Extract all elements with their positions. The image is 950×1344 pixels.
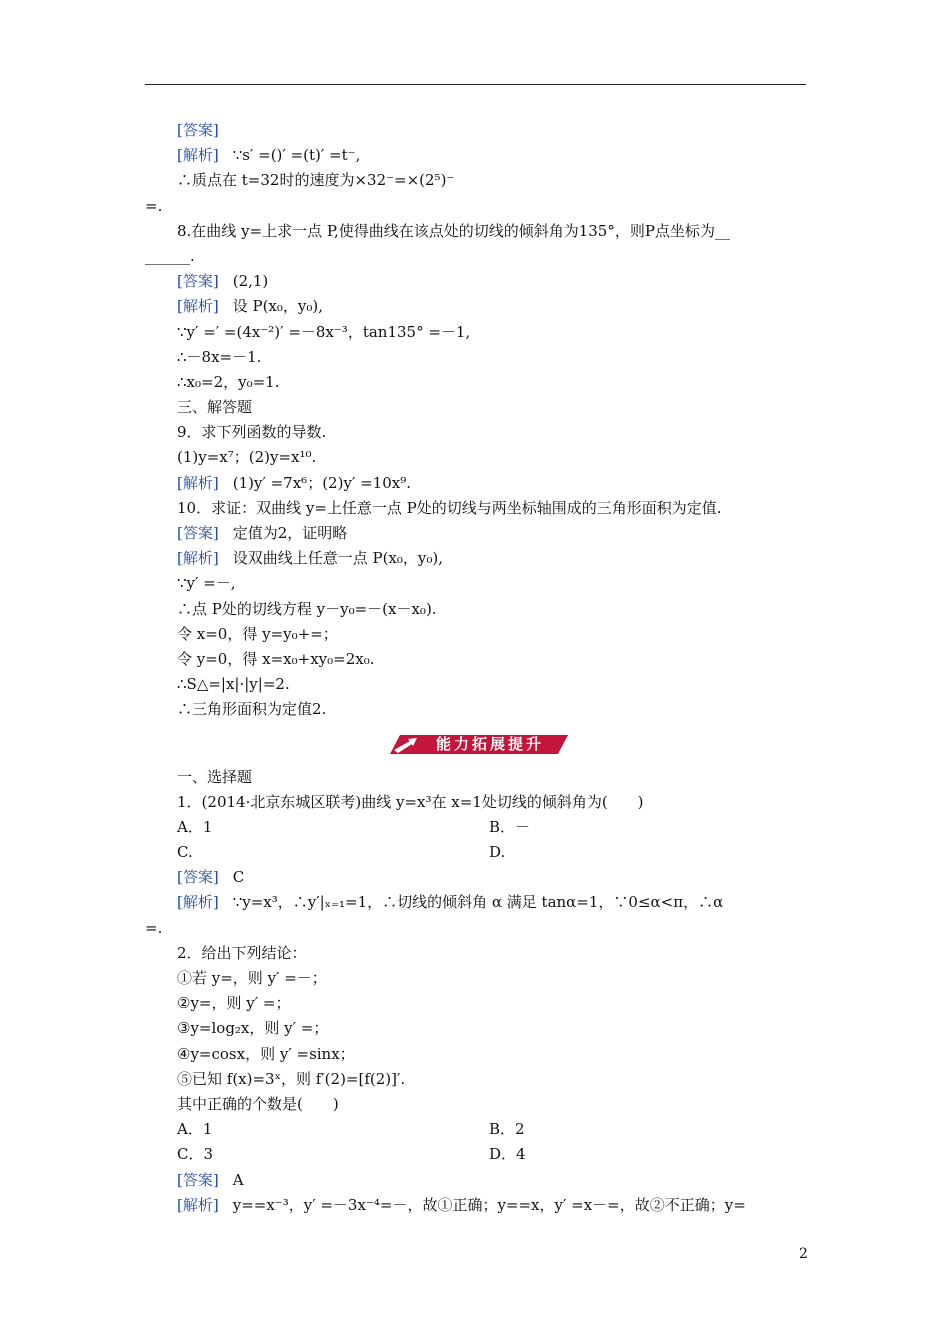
text-line <box>0 890 950 915</box>
text-line <box>0 1193 950 1218</box>
line-text: ∵y=x³，∴y′|ₓ₌₁=1，∴切线的倾斜角 α 满足 tanα=1，∵0≤α<π，∴α <box>232 893 724 912</box>
text-line <box>0 991 950 1016</box>
line-text: ∵y′ =－, <box>177 574 236 593</box>
text-line <box>0 521 950 546</box>
text-line <box>0 1067 950 1092</box>
text-line <box>0 1042 950 1067</box>
text-line <box>0 320 950 345</box>
text-line <box>0 941 950 966</box>
page-content <box>0 118 950 1218</box>
line-text: ∵s′ =()′ =(t)′ =t⁻, <box>232 146 361 165</box>
solution-block-top <box>0 118 950 723</box>
text-line <box>0 672 950 697</box>
answer-tag: [解析] <box>177 146 219 165</box>
answer-tag: [解析] <box>177 1195 219 1214</box>
text-line <box>0 370 950 395</box>
line-text: 10．求证：双曲线 y=上任意一点 P处的切线与两坐标轴围成的三角形面积为定值. <box>177 498 722 517</box>
line-text: 8.在曲线 y=上求一点 P,使得曲线在该点处的切线的倾斜角为135°，则P点坐标为__ <box>177 221 730 240</box>
answer-tag: [解析] <box>177 297 219 316</box>
line-text: C <box>232 868 245 887</box>
line-text: ∴三角形面积为定值2. <box>177 700 327 719</box>
line-text: (1)y=x⁷；(2)y=x¹⁰. <box>177 448 317 467</box>
text-line <box>0 571 950 596</box>
answer-tag: [答案] <box>177 868 219 887</box>
line-text: 9．求下列函数的导数. <box>177 423 327 442</box>
text-line <box>0 118 950 143</box>
line-text: 其中正确的个数是( ) <box>177 1094 339 1113</box>
text-line <box>0 219 950 244</box>
line-text: 令 x=0，得 y=y₀+=； <box>177 624 338 643</box>
line-text: ∴－8x=－1. <box>177 347 262 366</box>
section-banner <box>0 723 950 765</box>
line-text: 定值为2，证明略 <box>232 524 348 542</box>
text-line <box>0 916 950 941</box>
text-line <box>0 815 950 840</box>
answer-tag: [答案] <box>177 272 219 291</box>
line-text: ∴S△=|x|·|y|=2. <box>177 675 290 694</box>
line-text: 设双曲线上任意一点 P(x₀，y₀), <box>232 549 444 568</box>
answer-tag: [解析] <box>177 549 219 568</box>
line-text: 设 P(x₀，y₀), <box>232 297 324 316</box>
line-text: 2．给出下列结论： <box>177 943 307 962</box>
text-line <box>0 546 950 571</box>
line-text: ③y=log₂x，则 y′ =； <box>177 1019 329 1038</box>
line-text: ______. <box>145 246 195 265</box>
option-column-2: B．2 <box>489 1120 525 1139</box>
text-line <box>0 1016 950 1041</box>
option-column-2: B．－ <box>489 817 531 836</box>
answer-tag: [答案] <box>177 121 219 139</box>
text-line <box>0 345 950 370</box>
text-line <box>0 471 950 496</box>
text-line <box>0 1142 950 1167</box>
text-line <box>0 790 950 815</box>
line-text: C．3 <box>177 1145 214 1164</box>
solution-block-bottom <box>0 765 950 1218</box>
text-line <box>0 865 950 890</box>
line-text: C. <box>177 843 193 862</box>
text-line <box>0 143 950 168</box>
text-line <box>0 1092 950 1117</box>
text-line <box>0 269 950 294</box>
text-line <box>0 1168 950 1193</box>
answer-tag: [答案] <box>177 524 219 542</box>
text-line <box>0 194 950 219</box>
page-number: 2 <box>799 1246 808 1262</box>
line-text: (2,1) <box>232 272 269 291</box>
line-text: ∴质点在 t=32时的速度为×32⁻=×(2⁵)⁻ <box>177 171 455 190</box>
answer-tag: [解析] <box>177 473 219 492</box>
line-text: 一、选择题 <box>177 767 253 786</box>
banner-title: 能力拓展提升 <box>435 734 545 753</box>
line-text: =. <box>145 918 163 937</box>
line-text: ②y=，则 y′ =； <box>177 994 291 1013</box>
text-line <box>0 395 950 420</box>
line-text: ⑤已知 f(x)=3ˣ，则 f′(2)=[f(2)]′. <box>177 1069 406 1088</box>
text-line <box>0 765 950 790</box>
answer-tag: [解析] <box>177 893 219 912</box>
text-line <box>0 1117 950 1142</box>
line-text: =. <box>145 196 163 215</box>
text-line <box>0 647 950 672</box>
line-text: ∴点 P处的切线方程 y－y₀=－(x－x₀). <box>177 599 437 618</box>
option-column-2: D. <box>489 843 506 862</box>
header-rule <box>145 84 806 85</box>
text-line <box>0 420 950 445</box>
text-line <box>0 966 950 991</box>
text-line <box>0 840 950 865</box>
line-text: A．1 <box>177 817 213 836</box>
line-text: y==x⁻³，y′ =－3x⁻⁴=－，故①正确；y==x，y′ =x－=，故②不正确；y= <box>232 1195 746 1214</box>
line-text: (1)y′ =7x⁶；(2)y′ =10x⁹. <box>232 473 411 492</box>
text-line <box>0 622 950 647</box>
text-line <box>0 294 950 319</box>
banner-graphic <box>390 730 570 756</box>
text-line <box>0 697 950 722</box>
line-text: ①若 y=，则 y′ =－； <box>177 969 327 987</box>
option-column-2: D．4 <box>489 1145 526 1164</box>
answer-tag: [答案] <box>177 1170 219 1189</box>
line-text: ∴x₀=2，y₀=1. <box>177 372 280 391</box>
text-line <box>0 244 950 269</box>
text-line <box>0 445 950 470</box>
line-text: 1．(2014·北京东城区联考)曲线 y=x³在 x=1处切线的倾斜角为( ) <box>177 792 644 811</box>
line-text: A <box>232 1170 244 1189</box>
line-text: ∵y′ =′ =(4x⁻²)′ =－8x⁻³，tan135° =－1, <box>177 322 471 341</box>
text-line <box>0 496 950 521</box>
line-text: 三、解答题 <box>177 398 253 417</box>
line-text: 令 y=0，得 x=x₀+xy₀=2x₀. <box>177 649 375 668</box>
text-line <box>0 597 950 622</box>
line-text: A．1 <box>177 1120 213 1139</box>
line-text: ④y=cosx，则 y′ =sinx； <box>177 1044 355 1063</box>
text-line <box>0 168 950 193</box>
